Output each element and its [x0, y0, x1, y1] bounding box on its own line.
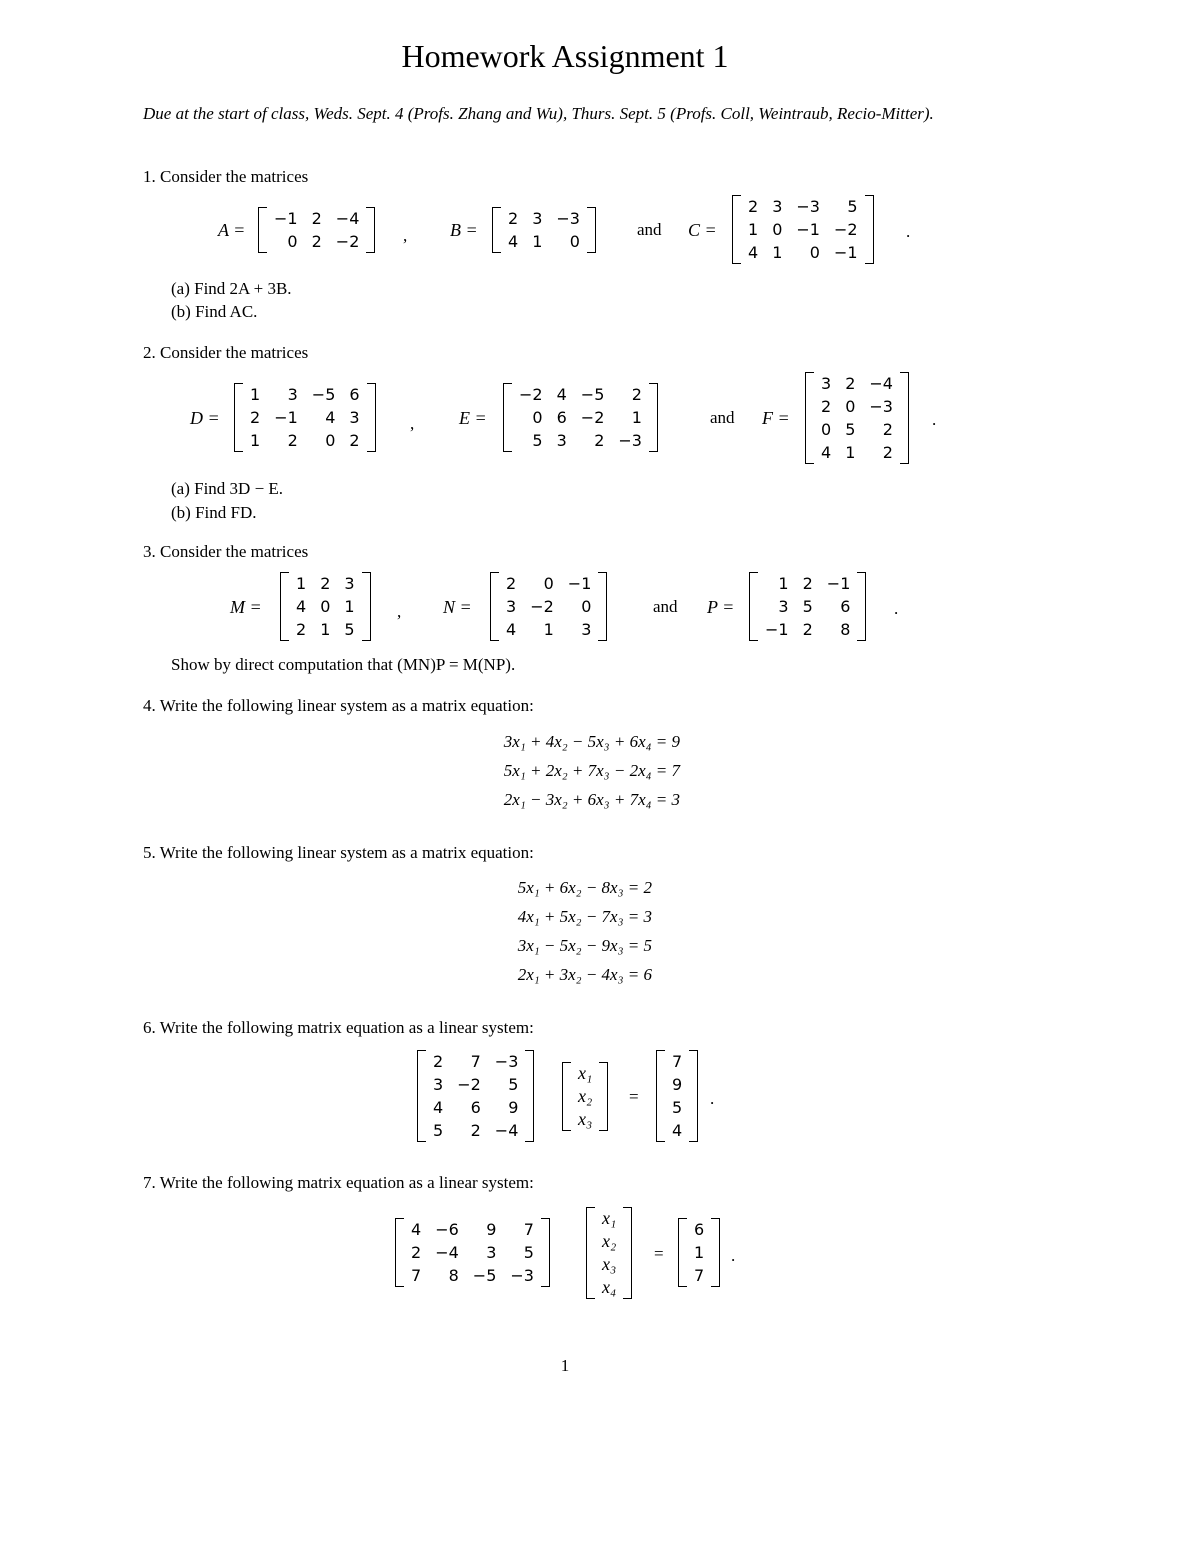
matrix-entry: 5: [532, 431, 543, 450]
matrix-entry: −4: [335, 209, 360, 228]
right-bracket: [598, 572, 607, 641]
and-word: and: [653, 597, 678, 616]
right-bracket: [711, 1218, 720, 1287]
matrix-entry: 2: [845, 374, 856, 393]
matrix-entries: [758, 572, 857, 641]
left-bracket: [280, 572, 289, 641]
matrix-entry: 9: [486, 1220, 497, 1239]
matrix-entry: 0: [532, 408, 543, 427]
left-bracket: [417, 1050, 426, 1142]
label-M: M =: [230, 597, 262, 617]
matrix-N: [490, 572, 607, 641]
matrix-entries: [499, 572, 598, 641]
matrix-entry: 0: [325, 431, 336, 450]
matrix-entry: 2: [311, 232, 322, 251]
right-bracket: [587, 207, 596, 253]
matrix-row: [512, 429, 649, 452]
matrix-entry: −3: [869, 397, 893, 416]
matrix-row: [687, 1264, 711, 1287]
matrix-row: [741, 218, 865, 241]
matrix-entry: 0: [543, 574, 554, 593]
label-N: N =: [443, 597, 472, 617]
right-bracket: [362, 572, 371, 641]
matrix-entry: 3: [532, 209, 543, 228]
period: .: [894, 599, 899, 618]
due-note: Due at the start of class, Weds. Sept. 4 (Profs. Zhang and Wu), Thurs. Sept. 5 (Profs. Coll, Weintraub, Recio-Mitter).: [143, 104, 934, 123]
matrix-row: [665, 1050, 689, 1073]
comma: ,: [410, 414, 415, 433]
matrix-row: [501, 230, 587, 253]
matrix-7-b: [678, 1218, 720, 1287]
matrix-row: [741, 241, 865, 264]
left-bracket: [492, 207, 501, 253]
matrix-entry: 0: [569, 232, 580, 251]
matrix-entry: 4: [506, 620, 517, 639]
left-bracket: [678, 1218, 687, 1287]
matrix-entry: 3: [556, 431, 567, 450]
matrix-entry: 3: [433, 1075, 444, 1094]
equation-line: 5x₁ + 2x₂ + 7x₃ − 2x₄ = 7: [503, 761, 680, 780]
left-bracket: [503, 383, 512, 452]
matrix-entry: 2: [470, 1121, 481, 1140]
matrix-entry: 8: [840, 620, 851, 639]
matrix-row: [741, 195, 865, 218]
matrix-C: [732, 195, 874, 264]
matrix-entries: [289, 572, 362, 641]
right-bracket: [599, 1062, 608, 1131]
right-bracket: [900, 372, 909, 464]
label-B: B =: [450, 220, 478, 240]
matrix-row: [289, 572, 362, 595]
right-bracket: [857, 572, 866, 641]
matrix-entry: 1: [845, 443, 856, 462]
matrix-entry: 3: [344, 574, 355, 593]
matrix-entry: 2: [882, 443, 893, 462]
left-bracket: [562, 1062, 571, 1131]
matrix-entry: 7: [672, 1052, 683, 1071]
matrix-entry: x₂: [602, 1231, 617, 1251]
system-5: [460, 873, 652, 989]
matrix-entry: 4: [821, 443, 832, 462]
matrix-entries: [741, 195, 865, 264]
matrix-row: [426, 1050, 525, 1073]
problem-2-label: 2. Consider the matrices: [143, 343, 309, 362]
matrix-entry: 3: [581, 620, 592, 639]
matrix-entry: 4: [325, 408, 336, 427]
matrix-entry: 3: [772, 197, 783, 216]
matrix-row: [426, 1096, 525, 1119]
matrix-entry: 0: [845, 397, 856, 416]
matrix-entry: 0: [809, 243, 820, 262]
matrix-row: [243, 406, 367, 429]
matrix-row: [814, 418, 900, 441]
matrix-entry: −5: [580, 385, 605, 404]
matrix-entry: 4: [411, 1220, 422, 1239]
matrix-entry: −6: [435, 1220, 459, 1239]
matrix-entry: −1: [567, 574, 592, 593]
matrix-row: [814, 395, 900, 418]
matrix-entry: 5: [802, 597, 813, 616]
matrix-entry: 0: [772, 220, 783, 239]
matrix-entry: −4: [494, 1121, 519, 1140]
matrix-entry: 0: [581, 597, 592, 616]
comma: ,: [397, 602, 402, 621]
matrix-entry: x₃: [578, 1109, 593, 1129]
period: .: [731, 1246, 736, 1265]
left-bracket: [656, 1050, 665, 1142]
matrix-entry: 5: [344, 620, 355, 639]
matrix-6-coeff: [417, 1050, 534, 1142]
matrix-entries: [814, 372, 900, 464]
matrix-M: [280, 572, 371, 641]
matrix-entry: 2: [349, 431, 360, 450]
matrix-entry: −2: [833, 220, 858, 239]
matrix-row: [426, 1073, 525, 1096]
matrix-row: [512, 406, 649, 429]
matrix-row: [404, 1218, 541, 1241]
matrix-entry: 2: [508, 209, 519, 228]
matrix-entry: 1: [296, 574, 307, 593]
matrix-entry: 3: [287, 385, 298, 404]
matrix-row: [758, 572, 857, 595]
matrix-row: [499, 595, 598, 618]
matrix-entry: −4: [435, 1243, 459, 1262]
right-bracket: [649, 383, 658, 452]
matrix-row: [289, 618, 362, 641]
equals: =: [629, 1087, 639, 1106]
equation-line: 2x₁ − 3x₂ + 6x₃ + 7x₄ = 3: [503, 790, 680, 809]
matrix-row: [426, 1119, 525, 1142]
matrix-entry: 6: [840, 597, 851, 616]
matrix-entry: 4: [672, 1121, 683, 1140]
matrix-entry: −3: [510, 1266, 534, 1285]
matrix-entry: 2: [320, 574, 331, 593]
problem-3-show: Show by direct computation that (MN)P = M(NP).: [171, 655, 516, 674]
left-bracket: [258, 207, 267, 253]
matrix-6-b: [656, 1050, 698, 1142]
problem-4-label: 4. Write the following linear system as a matrix equation:: [143, 696, 534, 715]
matrix-row: [571, 1108, 599, 1131]
right-bracket: [689, 1050, 698, 1142]
left-bracket: [234, 383, 243, 452]
label-C: C =: [688, 220, 717, 240]
right-bracket: [623, 1207, 632, 1299]
matrix-entries: [687, 1218, 711, 1287]
matrix-entries: [426, 1050, 525, 1142]
matrix-entry: 2: [433, 1052, 444, 1071]
label-P: P =: [707, 597, 735, 617]
matrix-entry: −2: [519, 385, 543, 404]
matrix-P: [749, 572, 866, 641]
matrix-entry: 2: [748, 197, 759, 216]
matrix-entry: 8: [448, 1266, 459, 1285]
matrix-entry: 5: [523, 1243, 534, 1262]
matrix-entry: 7: [470, 1052, 481, 1071]
matrix-entry: −1: [833, 243, 858, 262]
label-E: E =: [459, 408, 487, 428]
label-D: D =: [190, 408, 220, 428]
matrix-7-x: [586, 1207, 632, 1299]
matrix-entry: x₃: [602, 1254, 617, 1274]
matrix-entries: [404, 1218, 541, 1287]
period: .: [906, 222, 911, 241]
matrix-entry: 1: [250, 431, 261, 450]
matrix-entry: 2: [802, 574, 813, 593]
comma: ,: [403, 226, 408, 245]
matrix-entry: 5: [433, 1121, 444, 1140]
matrix-entry: −3: [796, 197, 820, 216]
matrix-entry: −5: [472, 1266, 497, 1285]
matrix-entry: 9: [508, 1098, 519, 1117]
problem-1b: (b) Find AC.: [171, 302, 258, 321]
matrix-entry: −3: [556, 209, 580, 228]
right-bracket: [541, 1218, 550, 1287]
matrix-row: [512, 383, 649, 406]
matrix-entry: x₁: [578, 1063, 593, 1083]
matrix-row: [499, 572, 598, 595]
matrix-entry: x₄: [602, 1277, 617, 1297]
matrix-entry: −2: [335, 232, 360, 251]
matrix-row: [595, 1207, 623, 1230]
and-word: and: [710, 408, 735, 427]
matrix-entry: 5: [845, 420, 856, 439]
matrix-entry: −5: [311, 385, 336, 404]
matrix-row: [758, 595, 857, 618]
matrix-entry: 0: [320, 597, 331, 616]
matrix-entry: −2: [457, 1075, 481, 1094]
matrix-entry: 1: [320, 620, 331, 639]
matrix-entries: [267, 207, 366, 253]
left-bracket: [395, 1218, 404, 1287]
problem-7-label: 7. Write the following matrix equation as a linear system:: [143, 1173, 534, 1192]
left-bracket: [749, 572, 758, 641]
problem-1-label: 1. Consider the matrices: [143, 167, 309, 186]
matrix-entry: −1: [826, 574, 851, 593]
equation-line: 2x₁ + 3x₂ − 4x₃ = 6: [517, 965, 652, 984]
matrix-entry: 2: [506, 574, 517, 593]
matrix-row: [501, 207, 587, 230]
matrix-entry: 4: [296, 597, 307, 616]
matrix-row: [243, 429, 367, 452]
matrix-row: [595, 1276, 623, 1299]
matrix-entry: 4: [748, 243, 759, 262]
problem-1a: (a) Find 2A + 3B.: [171, 279, 292, 298]
matrix-6-x: [562, 1062, 608, 1131]
matrix-entry: 3: [506, 597, 517, 616]
label-F: F =: [762, 408, 790, 428]
matrix-entry: −3: [494, 1052, 519, 1071]
equation-line: 5x₁ + 6x₂ − 8x₃ = 2: [517, 878, 652, 897]
matrix-row: [289, 595, 362, 618]
matrix-D: [234, 383, 376, 452]
period: .: [932, 410, 937, 429]
matrix-row: [687, 1218, 711, 1241]
matrix-entry: 1: [631, 408, 642, 427]
matrix-row: [687, 1241, 711, 1264]
matrix-entry: 2: [821, 397, 832, 416]
matrix-entry: 0: [821, 420, 832, 439]
matrix-entries: [595, 1207, 623, 1299]
matrix-row: [571, 1085, 599, 1108]
matrix-row: [404, 1264, 541, 1287]
matrix-entries: [571, 1062, 599, 1131]
matrix-entry: 1: [748, 220, 759, 239]
matrix-entry: 7: [523, 1220, 534, 1239]
equation-line: 3x₁ − 5x₂ − 9x₃ = 5: [517, 936, 652, 955]
matrix-entry: 5: [672, 1098, 683, 1117]
matrix-entry: −4: [869, 374, 893, 393]
matrix-row: [243, 383, 367, 406]
matrix-entry: 6: [349, 385, 360, 404]
matrix-entry: −2: [580, 408, 605, 427]
matrix-entry: 2: [287, 431, 298, 450]
matrix-entry: 7: [411, 1266, 422, 1285]
matrix-entry: 2: [594, 431, 605, 450]
matrix-entry: 2: [296, 620, 307, 639]
matrix-entry: 5: [508, 1075, 519, 1094]
matrix-entry: −1: [765, 620, 789, 639]
matrix-entry: 6: [470, 1098, 481, 1117]
matrix-entry: 1: [694, 1243, 705, 1262]
and-word: and: [637, 220, 662, 239]
matrix-entry: 2: [311, 209, 322, 228]
matrix-7-coeff: [395, 1218, 550, 1287]
matrix-entry: 2: [631, 385, 642, 404]
matrix-A: [258, 207, 375, 253]
problem-2a: (a) Find 3D − E.: [171, 479, 284, 498]
left-bracket: [732, 195, 741, 264]
matrix-row: [814, 441, 900, 464]
problem-5-label: 5. Write the following linear system as a matrix equation:: [143, 843, 534, 862]
matrix-row: [404, 1241, 541, 1264]
matrix-entry: 2: [882, 420, 893, 439]
matrix-entry: 1: [543, 620, 554, 639]
matrix-row: [267, 207, 366, 230]
right-bracket: [865, 195, 874, 264]
matrix-row: [595, 1253, 623, 1276]
matrix-entry: 1: [344, 597, 355, 616]
left-bracket: [805, 372, 814, 464]
matrix-entry: −2: [530, 597, 554, 616]
matrix-row: [267, 230, 366, 253]
matrix-entry: 3: [821, 374, 832, 393]
matrix-entries: [243, 383, 367, 452]
matrix-entry: x₁: [602, 1208, 617, 1228]
matrix-entry: 2: [802, 620, 813, 639]
equation-line: 4x₁ + 5x₂ − 7x₃ = 3: [517, 907, 652, 926]
matrix-row: [758, 618, 857, 641]
problem-2b: (b) Find FD.: [171, 503, 257, 522]
matrix-entry: −1: [274, 209, 298, 228]
matrix-row: [665, 1096, 689, 1119]
right-bracket: [366, 207, 375, 253]
matrix-entry: 1: [778, 574, 789, 593]
matrix-entry: 5: [847, 197, 858, 216]
matrix-E: [503, 383, 658, 452]
matrix-entry: −1: [274, 408, 298, 427]
matrix-entries: [501, 207, 587, 253]
matrix-entry: 3: [778, 597, 789, 616]
matrix-entry: 7: [694, 1266, 705, 1285]
right-bracket: [525, 1050, 534, 1142]
system-4: [440, 727, 680, 814]
matrix-F: [805, 372, 909, 464]
matrix-entry: 4: [508, 232, 519, 251]
matrix-row: [665, 1119, 689, 1142]
matrix-entry: −3: [618, 431, 642, 450]
period: .: [710, 1089, 715, 1108]
matrix-entry: 3: [486, 1243, 497, 1262]
matrix-row: [814, 372, 900, 395]
right-bracket: [367, 383, 376, 452]
problem-6-label: 6. Write the following matrix equation as a linear system:: [143, 1018, 534, 1037]
matrix-entry: −1: [796, 220, 820, 239]
matrix-row: [595, 1230, 623, 1253]
matrix-entry: 3: [349, 408, 360, 427]
problem-3-label: 3. Consider the matrices: [143, 542, 309, 561]
matrix-entries: [512, 383, 649, 452]
matrix-entry: 4: [433, 1098, 444, 1117]
matrix-entry: 9: [672, 1075, 683, 1094]
left-bracket: [586, 1207, 595, 1299]
matrix-entry: 6: [556, 408, 567, 427]
matrix-entry: 0: [287, 232, 298, 251]
matrix-entry: 1: [250, 385, 261, 404]
matrix-B: [492, 207, 596, 253]
label-A: A =: [218, 220, 246, 240]
page-number: 1: [560, 1356, 570, 1375]
matrix-entry: 2: [411, 1243, 422, 1262]
matrix-entry: 4: [556, 385, 567, 404]
matrix-entry: 1: [772, 243, 783, 262]
matrix-entry: x₂: [578, 1086, 593, 1106]
page-title: Homework Assignment 1: [401, 38, 729, 74]
matrix-row: [499, 618, 598, 641]
matrix-row: [571, 1062, 599, 1085]
equation-line: 3x₁ + 4x₂ − 5x₃ + 6x₄ = 9: [503, 732, 680, 751]
matrix-entry: 6: [694, 1220, 705, 1239]
matrix-entry: 2: [250, 408, 261, 427]
matrix-entry: 1: [532, 232, 543, 251]
left-bracket: [490, 572, 499, 641]
matrix-row: [665, 1073, 689, 1096]
equals: =: [654, 1244, 664, 1263]
matrix-entries: [665, 1050, 689, 1142]
